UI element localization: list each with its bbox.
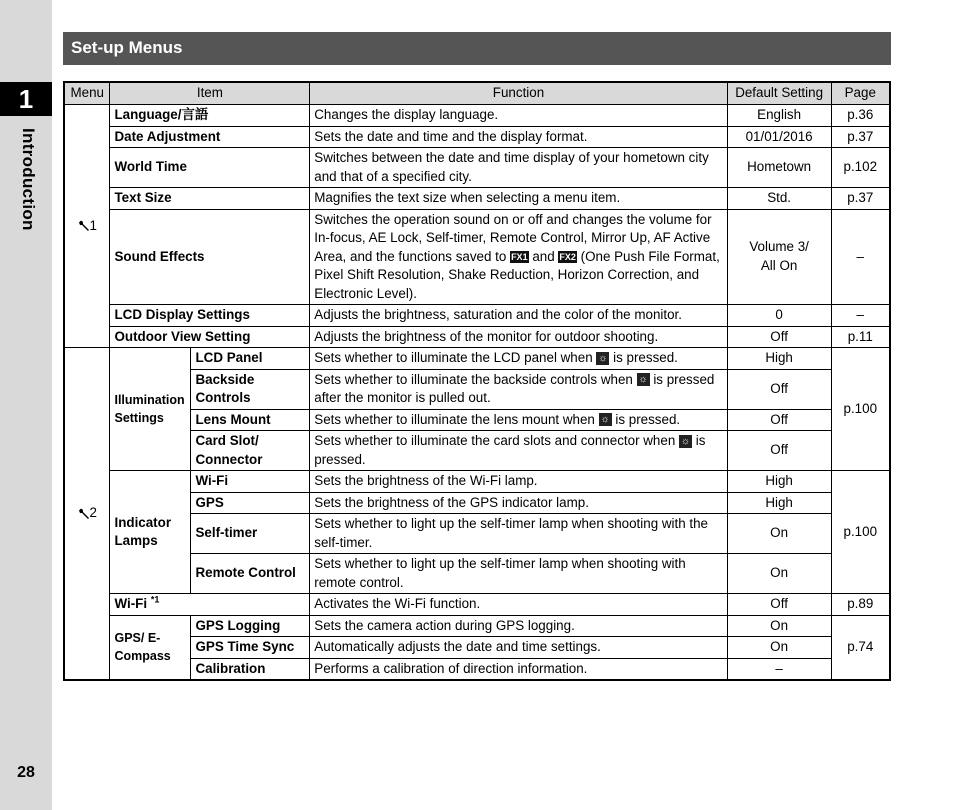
- function-text: is pressed.: [314, 433, 706, 467]
- page-cell: p.11: [831, 326, 890, 348]
- function-text: Sets whether to illuminate the backside controls when: [314, 371, 633, 387]
- table-row: [64, 471, 890, 493]
- function-cell: [310, 348, 727, 370]
- page-number: 28: [17, 764, 35, 781]
- chapter-title: Introduction: [19, 128, 38, 231]
- page-cell: p.100: [831, 471, 890, 594]
- table-row: [64, 326, 890, 348]
- function-cell: Performs a calibration of direction information.: [310, 658, 727, 680]
- function-cell: Automatically adjusts the date and time settings.: [310, 637, 727, 659]
- function-text: is pressed.: [615, 411, 681, 427]
- col-menu: Menu: [64, 82, 110, 105]
- function-cell: Sets the camera action during GPS logging.: [310, 615, 727, 637]
- function-cell: Adjusts the brightness of the monitor for outdoor shooting.: [310, 326, 727, 348]
- default-cell: 0: [727, 305, 831, 327]
- function-text: and: [532, 248, 555, 264]
- group-indicator-lamps: Indicator Lamps: [110, 471, 191, 594]
- light-button-icon: ☼: [680, 435, 691, 447]
- function-cell: Activates the Wi-Fi function.: [310, 594, 727, 616]
- item-label: Wi-Fi: [114, 596, 148, 611]
- item-cell: Outdoor View Setting: [110, 326, 310, 348]
- function-text: Sets whether to illuminate the card slots and connector when: [314, 433, 676, 448]
- table-row: [64, 209, 890, 305]
- function-cell: Sets the brightness of the Wi-Fi lamp.: [310, 471, 727, 493]
- default-cell: Off: [727, 409, 831, 431]
- table-row: [64, 126, 890, 148]
- function-text: (One Push File Format, Pixel Shift Resolution, Shake Reduction, Horizon Correction, and Electronic Level).: [314, 248, 720, 301]
- fx2-button-icon: FX2: [559, 251, 576, 262]
- item-cell: LCD Display Settings: [110, 305, 310, 327]
- item-cell: [110, 594, 310, 616]
- function-text: is pressed.: [613, 350, 678, 365]
- default-cell: High: [727, 492, 831, 514]
- item-cell: Date Adjustment: [110, 126, 310, 148]
- item-cell: Language/言語: [110, 105, 310, 127]
- group-gps-ecompass: GPS/ E-Compass: [110, 615, 191, 680]
- item-cell: GPS Time Sync: [191, 637, 310, 659]
- col-function: Function: [310, 82, 727, 105]
- light-button-icon: ☼: [638, 374, 648, 386]
- page-cell: p.100: [831, 348, 890, 471]
- page-cell: –: [831, 305, 890, 327]
- default-cell: Hometown: [727, 148, 831, 188]
- function-cell: Adjusts the brightness, saturation and the color of the monitor.: [310, 305, 727, 327]
- group-illumination: Illumination Settings: [110, 348, 191, 471]
- menu-number: 1: [89, 217, 97, 233]
- function-text: Sets whether to illuminate the lens mount when: [314, 411, 595, 427]
- col-default: Default Setting: [727, 82, 831, 105]
- light-button-icon: ☼: [600, 414, 610, 426]
- page-cell: p.37: [831, 188, 890, 210]
- table-row: [64, 148, 890, 188]
- function-text: Switches the operation sound on or off and changes the volume for In-focus, AE Lock, Self-timer, Remote Control, Mirror Up, AF Active Area, and the functions saved to: [314, 211, 712, 264]
- menu-number: 2: [89, 505, 97, 521]
- function-cell: Sets the brightness of the GPS indicator lamp.: [310, 492, 727, 514]
- page-cell: p.37: [831, 126, 890, 148]
- page-cell: p.36: [831, 105, 890, 127]
- item-cell: Text Size: [110, 188, 310, 210]
- item-cell: LCD Panel: [191, 348, 310, 370]
- default-cell: On: [727, 615, 831, 637]
- page-cell: p.89: [831, 594, 890, 616]
- item-cell: Backside Controls: [191, 369, 310, 409]
- function-cell: [310, 369, 727, 409]
- function-cell: [310, 431, 727, 471]
- footnote-marker: *1: [150, 594, 160, 605]
- table-row: [64, 594, 890, 616]
- chapter-number: 1: [0, 82, 52, 116]
- table-row: [64, 105, 890, 127]
- function-cell: [310, 409, 727, 431]
- default-cell: High: [727, 471, 831, 493]
- wrench-icon: [78, 220, 90, 232]
- function-text: is pressed after the monitor is pulled out.: [314, 371, 715, 405]
- function-cell: Switches between the date and time display of your hometown city and that of a specified city.: [310, 148, 727, 188]
- setup-menus-table: [63, 81, 891, 681]
- item-cell: GPS Logging: [191, 615, 310, 637]
- item-cell: Remote Control: [191, 554, 310, 594]
- item-cell: Self-timer: [191, 514, 310, 554]
- default-line: All On: [760, 257, 798, 273]
- item-cell: GPS: [191, 492, 310, 514]
- item-cell: Calibration: [191, 658, 310, 680]
- col-page: Page: [831, 82, 890, 105]
- table-header-row: [64, 82, 890, 105]
- function-text: Sets whether to illuminate the LCD panel when: [314, 350, 593, 365]
- function-cell: Sets the date and time and the display format.: [310, 126, 727, 148]
- default-cell: High: [727, 348, 831, 370]
- wrench-icon: [78, 508, 90, 520]
- item-cell: Lens Mount: [191, 409, 310, 431]
- function-cell: Sets whether to light up the self-timer lamp when shooting with remote control.: [310, 554, 727, 594]
- default-cell: On: [727, 554, 831, 594]
- default-cell: Off: [727, 594, 831, 616]
- menu-cell-wrench2: [64, 348, 110, 681]
- table-row: [64, 305, 890, 327]
- default-cell: Std.: [727, 188, 831, 210]
- page-cell: p.102: [831, 148, 890, 188]
- function-cell: Sets whether to light up the self-timer lamp when shooting with the self-timer.: [310, 514, 727, 554]
- function-cell: [310, 209, 727, 305]
- default-cell: Off: [727, 369, 831, 409]
- default-cell: On: [727, 514, 831, 554]
- default-cell: English: [727, 105, 831, 127]
- page-cell: p.74: [831, 615, 890, 680]
- default-cell: Off: [727, 431, 831, 471]
- fx1-button-icon: FX1: [511, 251, 528, 262]
- chapter-sidebar: [0, 0, 52, 810]
- default-cell: [727, 209, 831, 305]
- item-cell: Sound Effects: [110, 209, 310, 305]
- function-cell: Changes the display language.: [310, 105, 727, 127]
- table-row: [64, 188, 890, 210]
- function-cell: Magnifies the text size when selecting a menu item.: [310, 188, 727, 210]
- item-cell: Wi-Fi: [191, 471, 310, 493]
- default-cell: Off: [727, 326, 831, 348]
- item-cell: Card Slot/ Connector: [191, 431, 310, 471]
- default-line: Volume 3/: [749, 239, 809, 255]
- table-row: [64, 615, 890, 637]
- default-cell: On: [727, 637, 831, 659]
- section-header: Set-up Menus: [63, 32, 891, 65]
- menu-cell-wrench1: [64, 105, 110, 348]
- item-cell: World Time: [110, 148, 310, 188]
- page-cell: –: [831, 209, 890, 305]
- col-item: Item: [110, 82, 310, 105]
- default-cell: 01/01/2016: [727, 126, 831, 148]
- table-row: [64, 348, 890, 370]
- light-button-icon: ☼: [598, 352, 608, 364]
- default-cell: –: [727, 658, 831, 680]
